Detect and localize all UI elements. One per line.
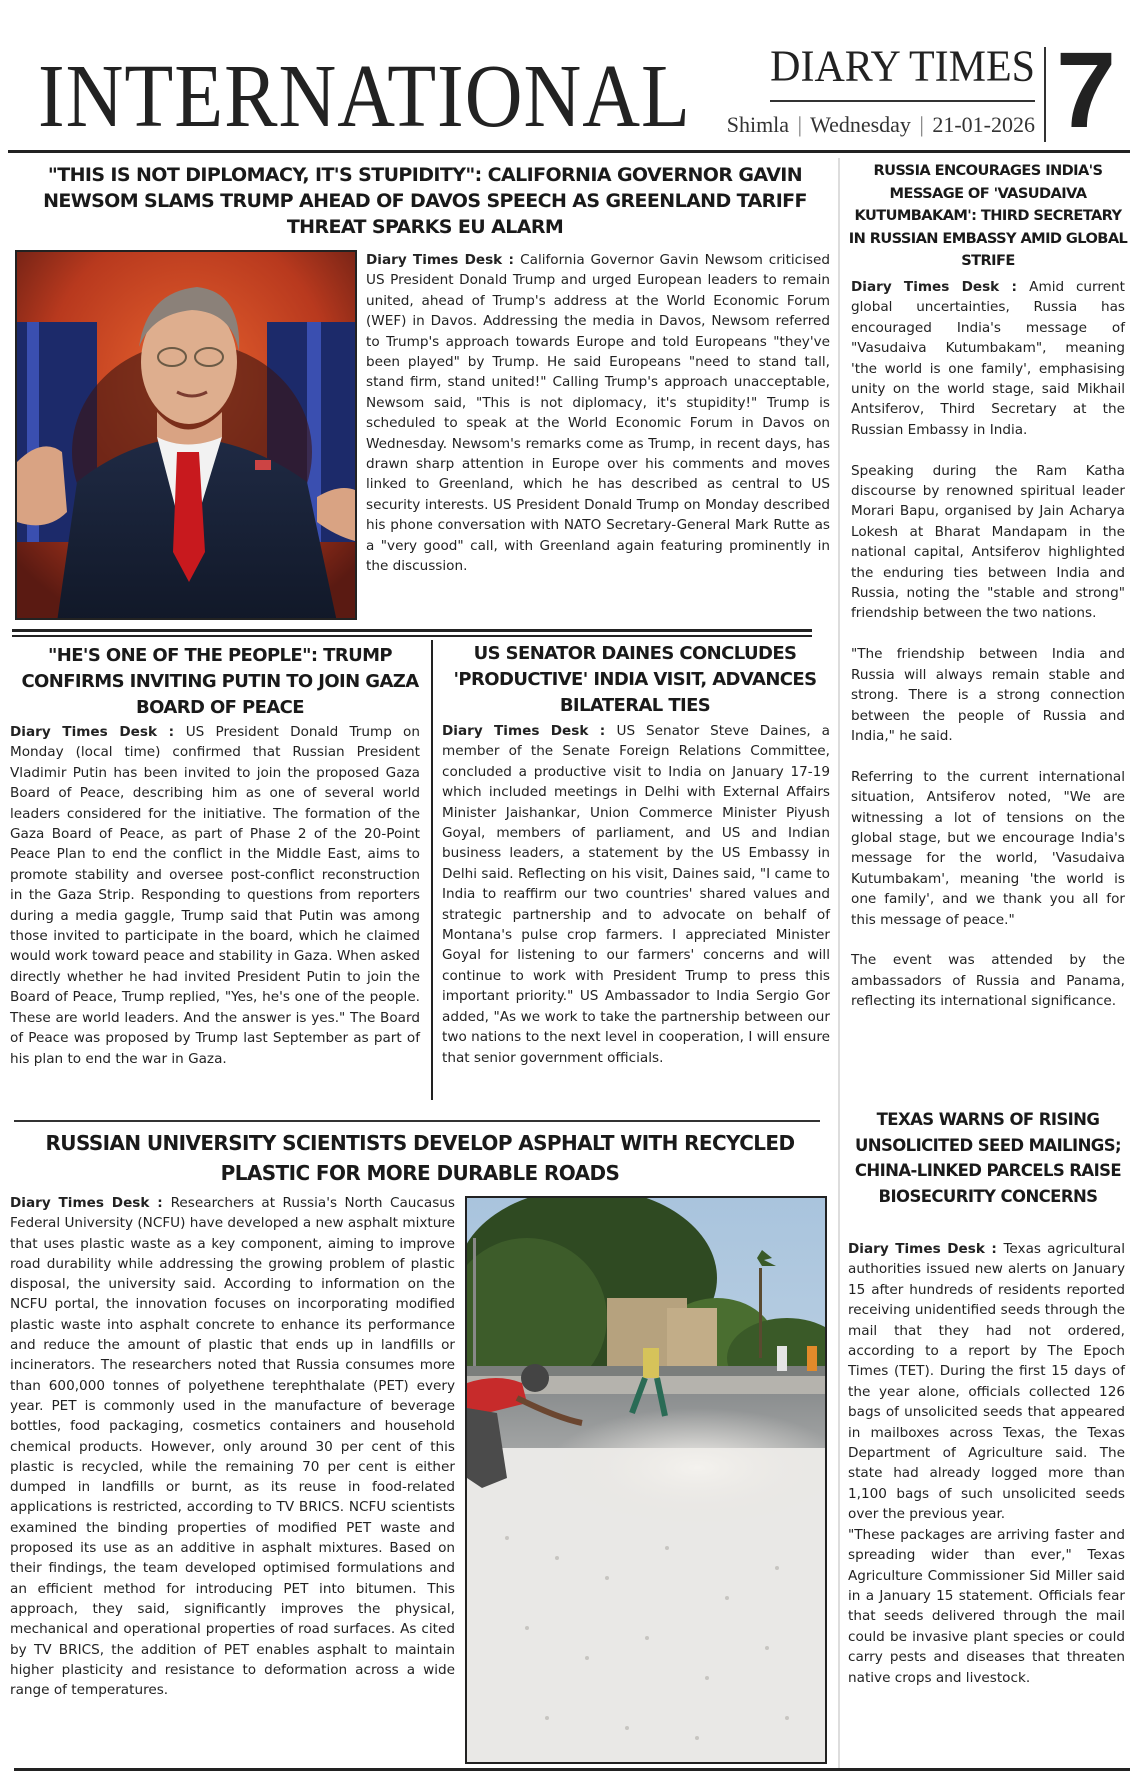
article-body — [10, 722, 420, 1069]
newsom-photo — [15, 250, 357, 620]
article-byline: Diary Times Desk : — [10, 1195, 171, 1211]
section-rule — [12, 635, 812, 637]
masthead-divider — [770, 100, 1035, 102]
column-divider — [431, 640, 433, 1100]
newspaper-name: DIARY TIMES — [770, 42, 1035, 92]
dateline — [700, 112, 1035, 138]
page-bottom-rule — [14, 1768, 1130, 1771]
dateline-day: Wednesday — [810, 112, 911, 137]
section-rule — [14, 1120, 820, 1122]
article-paragraph: Speaking during the Ram Katha discourse by renowned spiritual leader Morari Bapu, organised by Jain Acharya Lokesh at Bharat Mandapam in the national capital, Antsiferov highlighted the enduring ties between India and Russia, noting the "stable and strong" friendship between the two nations. — [851, 462, 1125, 622]
article-headline: RUSSIA ENCOURAGES INDIA'S MESSAGE OF 'VASUDAIVA KUTUMBAKAM': THIRD SECRETARY IN RUSSIAN EMBASSY AMID GLOBAL STRIFE — [848, 162, 1128, 270]
article-byline: Diary Times Desk : — [442, 723, 617, 739]
article-text: US Senator Steve Daines, a member of the Senate Foreign Relations Committee, concluded a productive visit to India on January 17-19 which included meetings in Delhi with External Affairs Minister Jaishankar, Union Commerce Minister Piyush Goyal, members of parliament, and US and Indian business leaders, a statement by the US Embassy in Delhi said. Reflecting on his visit, Daines said, "I came to India to reaffirm our two countries' shared values and strategic partnership and to advocate on behalf of Montana's pulse crop farmers. I appreciated Minister Goyal for listening to our farmers' concerns and will continue to work with President Trump to press this important priority." US Ambassador to India Sergio Gor added, "As we work to take the partnership between our two nations to the next level in cooperation, I will ensure that senior government officials. — [442, 723, 830, 1066]
section-rule — [12, 629, 812, 632]
article-paragraph: "These packages are arriving faster and spreading wider than ever," Texas Agriculture Commissioner Sid Miller said in a January 15 statement. Officials fear that seeds delivered through the mail could be invasive plant species or could carry pests and diseases that threaten native crops and livestock. — [848, 1526, 1125, 1686]
article-text: California Governor Gavin Newsom criticised US President Donald Trump and urged European leaders to remain united, ahead of Trump's address at the World Economic Forum (WEF) in Davos. Addressing the media in Davos, Newsom referred to Trump's approach towards Europe and told Europeans "they've been played" by Trump. He said Europeans "need to stand tall, stand firm, stand united!" Calling Trump's approach unacceptable, Newsom said, "This is not diplomacy, it's stupidity!" Trump is scheduled to speak at the World Economic Forum in Davos on Wednesday. Newsom's remarks come as Trump, in recent days, has drawn sharp attention in Europe over his comments and moves linked to Greenland, which he has described as central to US security interests. US President Donald Trump on Monday described his phone conversation with NATO Secretary-General Mark Rutte as a "very good" call, with Greenland again featuring prominently in the discussion. — [366, 252, 831, 575]
dateline-city: Shimla — [726, 112, 790, 137]
article-body — [10, 1193, 455, 1700]
article-paragraph: The event was attended by the ambassadors of Russia and Panama, reflecting its international significance. — [851, 952, 1125, 1010]
section-title: INTERNATIONAL — [38, 47, 691, 147]
column-divider — [838, 158, 840, 1768]
article-headline: US SENATOR DAINES CONCLUDES 'PRODUCTIVE' INDIA VISIT, ADVANCES BILATERAL TIES — [453, 643, 817, 716]
asphalt-photo — [465, 1196, 827, 1764]
article-body — [848, 1239, 1125, 1688]
dateline-date: 21-01-2026 — [932, 112, 1035, 137]
page-number: 7 — [1056, 29, 1117, 150]
article-text: Amid current global uncertainties, Russia has encouraged India's message of "Vasudaiva Kutumbakam", meaning 'the world is one family', emphasising unity on the world stage, said Mikhail Antsiferov, Third Secretary at the Russian Embassy in India. — [851, 279, 1125, 438]
masthead-vertical-rule — [1044, 47, 1046, 142]
article-headline: RUSSIAN UNIVERSITY SCIENTISTS DEVELOP ASPHALT WITH RECYCLED PLASTIC FOR MORE DURABLE ROADS — [45, 1131, 795, 1185]
article-body — [442, 721, 830, 1068]
article-paragraph — [851, 277, 1125, 440]
article-byline: Diary Times Desk : — [366, 252, 521, 268]
article-paragraph — [848, 1239, 1125, 1525]
article-text: Researchers at Russia's North Caucasus Federal University (NCFU) have developed a new asphalt mixture that uses plastic waste as a key component, aiming to improve road durability while addressing the growing problem of plastic disposal, the university said. According to information on the NCFU portal, the innovation focuses on incorporating modified plastic waste into asphalt concrete to enhance its performance and reduce the amount of plastic that ends up in landfills or incinerators. The researchers noted that Russia consumes more than 600,000 tonnes of polyethene terephthalate (PET) every year. PET is commonly used in the manufacture of beverage bottles, food packaging, cosmetics containers and household chemical products. However, only around 30 per cent of this plastic is recycled, while the remaining 70 per cent is either dumped in landfills or burnt, as its reuse in food-related applications is restricted, according to TV BRICS. NCFU scientists examined the binding properties of modified PET waste and proposed its use as an additive in asphalt mixtures. Based on their findings, the team developed optimised formulations and an efficient method for introducing PET into bitumen. This approach, they said, significantly improves the physical, mechanical and operational properties of road surfaces. As cited by TV BRICS, the addition of PET enables asphalt to maintain higher plasticity and resistance to deformation across a wide range of temperatures. — [10, 1195, 456, 1699]
article-text: US President Donald Trump on Monday (local time) confirmed that Russian President Vladimir Putin has been invited to join the proposed Gaza Board of Peace, describing him as one of several world leaders considered for the initiative. The formation of the Gaza Board of Peace, as part of Phase 2 of the 20-Point Peace Plan to end the conflict in the Middle East, aims to promote stability and oversee post-conflict reconstruction in the Gaza Strip. Responding to questions from reporters during a media gaggle, Trump said that Putin was among those invited to participate in the board, which he claimed would work toward peace and stability in Gaza. When asked directly whether he had invited President Putin to join the Board of Peace, Trump replied, "Yes, he's one of the people. These are world leaders. And the answer is yes." The Board of Peace was proposed by Trump last September as part of his plan to end the war in Gaza. — [10, 724, 420, 1067]
dateline-separator: | — [797, 112, 802, 137]
article-text: Texas agricultural authorities issued new alerts on January 15 after hundreds of residents reported receiving unidentified seeds through the mail that they had not ordered, according to a report by The Epoch Times (TET). During the first 15 days of the year alone, officials collected 126 bags of unsolicited seeds that appeared in mailboxes across Texas, the Texas Department of Agriculture said. The state had already logged more than 1,100 bags of such unsolicited seeds over the previous year. — [848, 1241, 1125, 1523]
article-body — [366, 250, 830, 577]
article-headline: "THIS IS NOT DIPLOMACY, IT'S STUPIDITY": CALIFORNIA GOVERNOR GAVIN NEWSOM SLAMS TRUMP AHEAD OF DAVOS SPEECH AS GREENLAND TARIFF THREAT SPARKS EU ALARM — [43, 164, 807, 238]
article-headline: TEXAS WARNS OF RISING UNSOLICITED SEED MAILINGS; CHINA-LINKED PARCELS RAISE BIOSECURITY CONCERNS — [854, 1110, 1122, 1206]
article-byline: Diary Times Desk : — [851, 279, 1030, 295]
article-paragraph: Referring to the current international situation, Antsiferov noted, "We are witnessing a lot of tensions on the global stage, but we encourage India's message for the world, 'Vasudaiva Kutumbakam', meaning 'the world is one family', and we thank you all for this message of peace." — [851, 768, 1125, 928]
article-headline: "HE'S ONE OF THE PEOPLE": TRUMP CONFIRMS INVITING PUTIN TO JOIN GAZA BOARD OF PEACE — [21, 645, 419, 718]
article-paragraph: "The friendship between India and Russia will always remain stable and strong. There is a strong connection between the people of Russia and India," he said. — [851, 646, 1125, 744]
article-byline: Diary Times Desk : — [10, 724, 186, 740]
masthead-rule — [8, 150, 1130, 153]
article-body — [851, 277, 1125, 1012]
article-byline: Diary Times Desk : — [848, 1241, 1004, 1257]
dateline-separator: | — [919, 112, 924, 137]
